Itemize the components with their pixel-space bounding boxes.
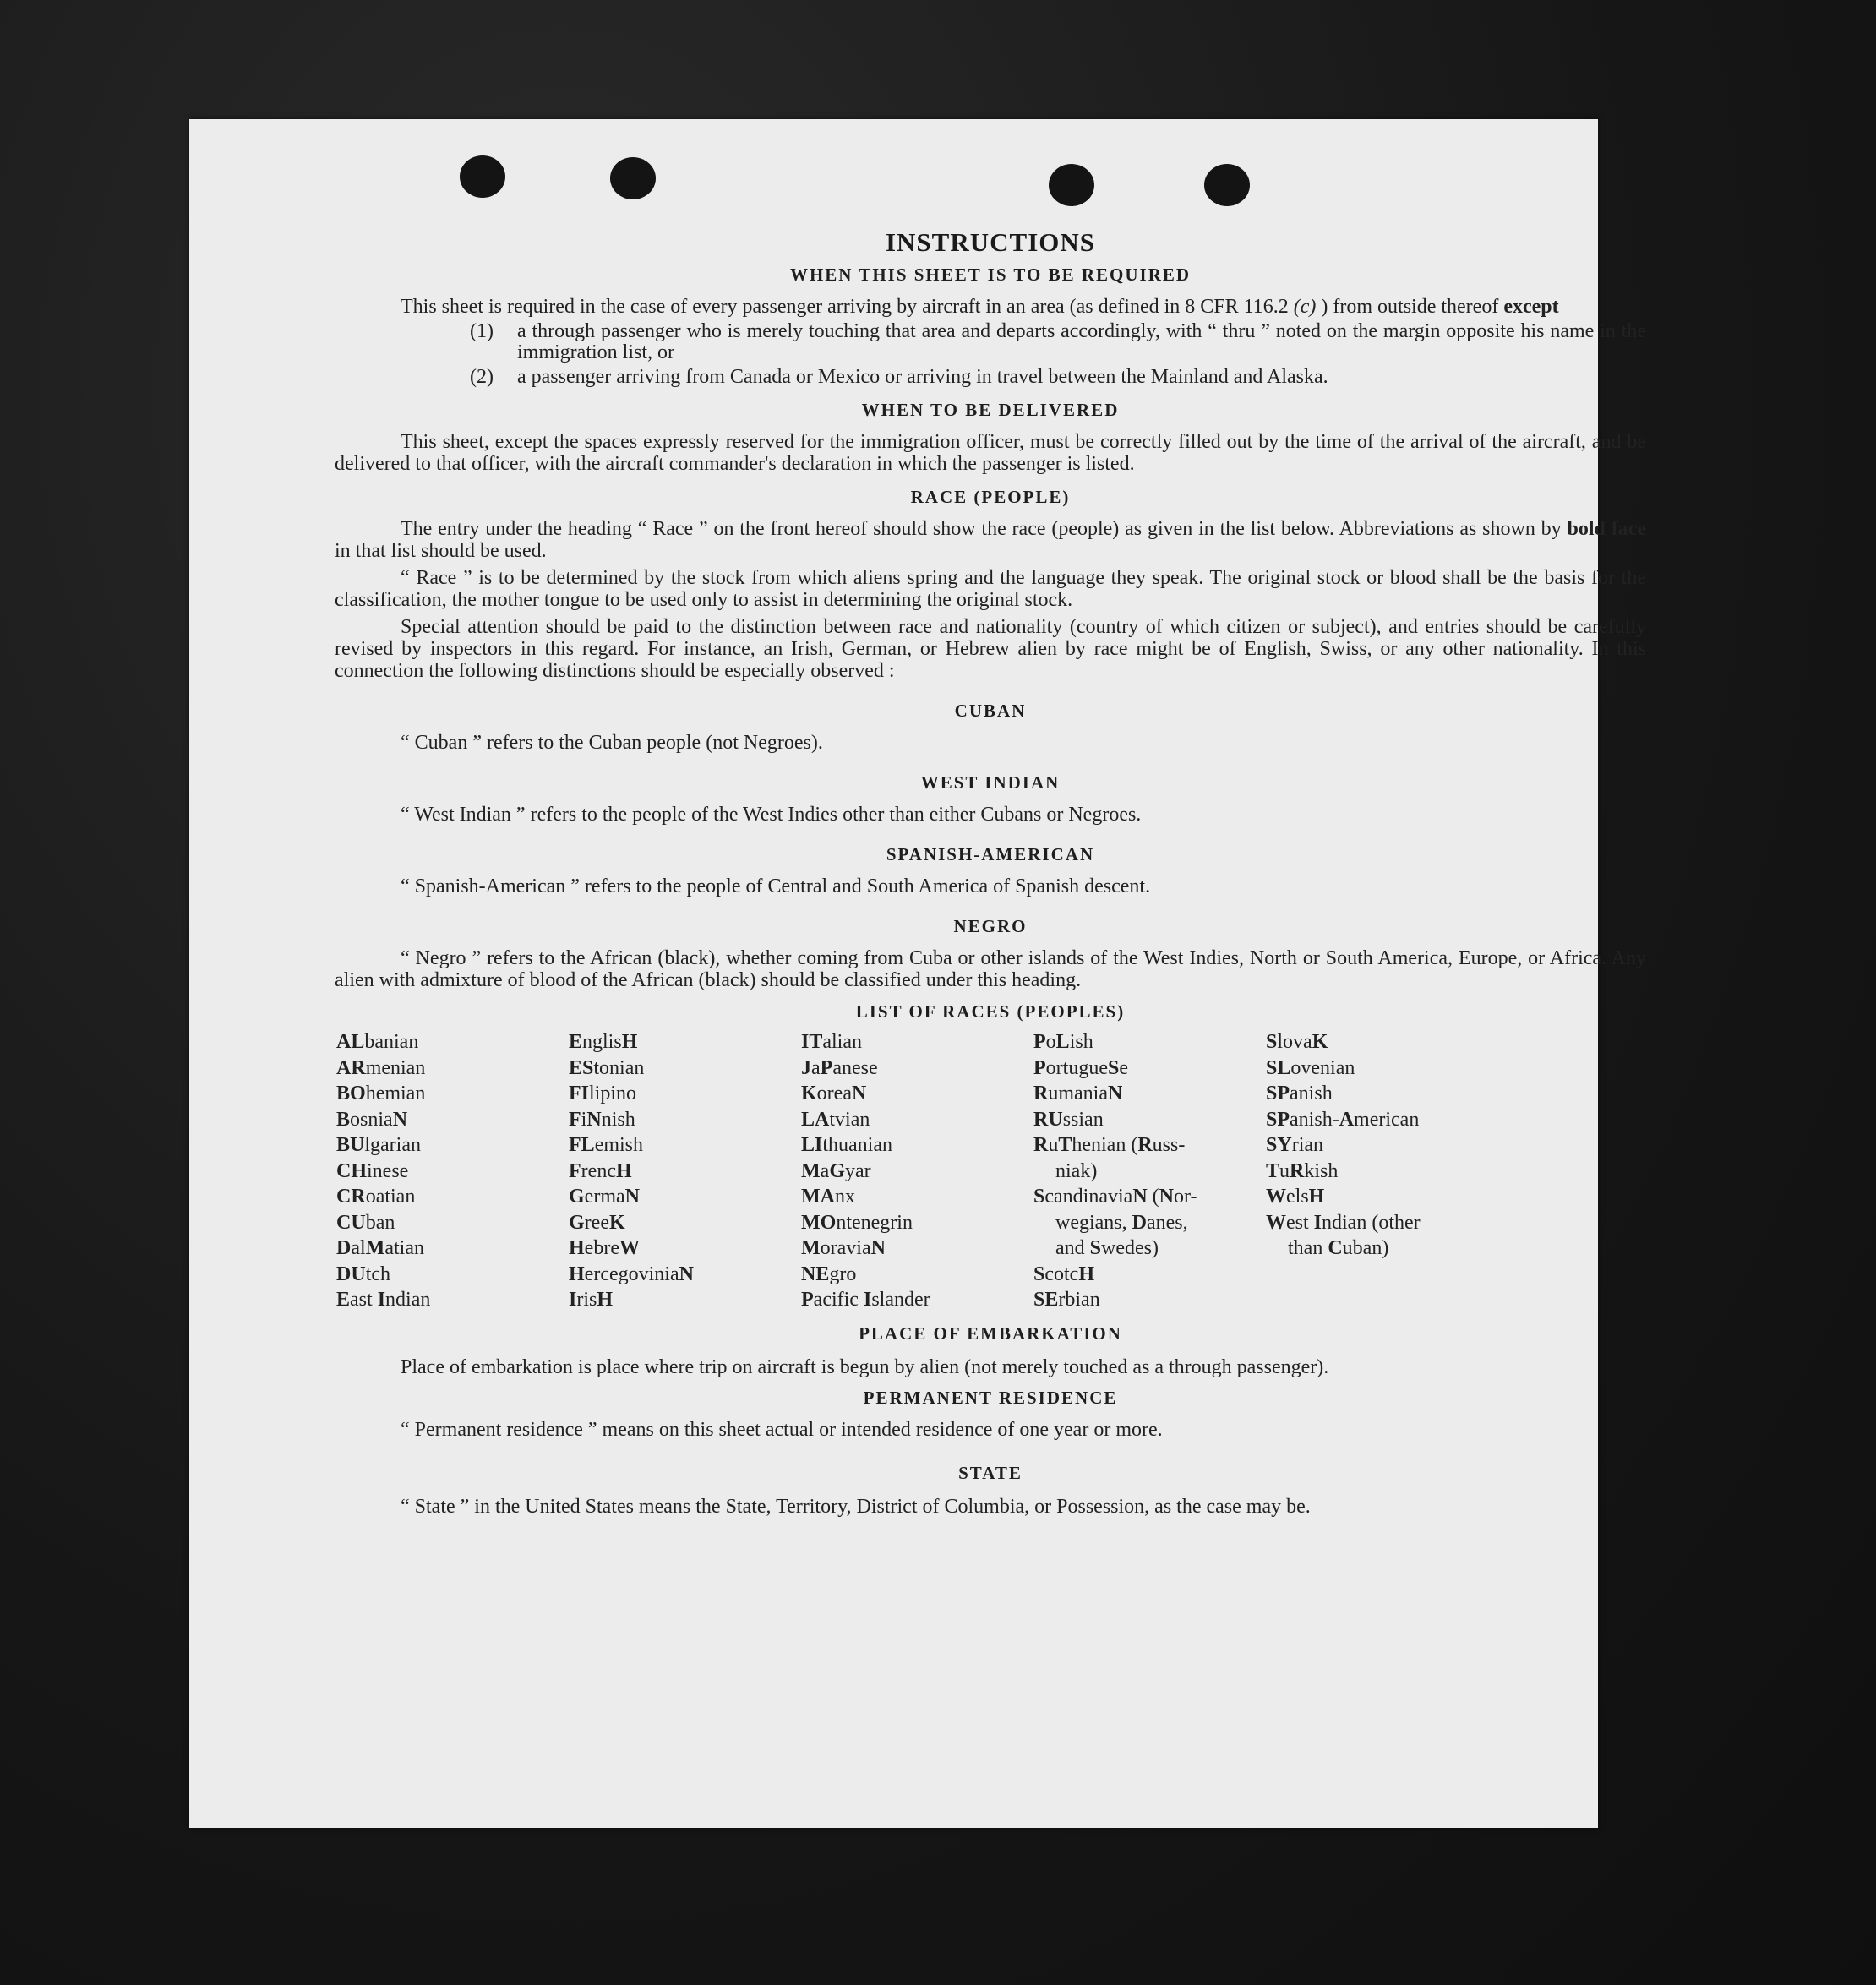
heading-state: STATE: [958, 1462, 1023, 1483]
races-column-5: [1266, 1029, 1477, 1313]
race-entry: NEgro: [801, 1262, 857, 1285]
race-entry: GreeK: [569, 1211, 625, 1234]
embarkation-text: Place of embarkation is place where trip on aircraft is begun by alien (not merely touched as a through passenger).: [401, 1355, 1329, 1378]
exception-item-1: (1) a through passenger who is merely touching that area and departs accordingly, with “ thru ” noted on the margin opposite his name in the immigration list, or: [470, 320, 1646, 363]
residence-text: “ Permanent residence ” means on this sheet actual or intended residence of one year or more.: [401, 1418, 1163, 1441]
heading-cuban: CUBAN: [954, 701, 1027, 721]
race-entry: EStonian: [569, 1056, 645, 1079]
race-entry: WelsH: [1266, 1186, 1325, 1208]
race-entry: CRoatian: [336, 1186, 416, 1208]
instructions-content: [335, 227, 1646, 1520]
race-entry: CUban: [336, 1211, 395, 1234]
spanish-american-text: “ Spanish-American ” refers to the people of Central and South America of Spanish descent.: [401, 875, 1151, 897]
race-entry: SLovenian: [1266, 1056, 1355, 1079]
exception-item-2: (2) a passenger arriving from Canada or Mexico or arriving in travel between the Mainland and Alaska.: [470, 366, 1328, 388]
heading-race: RACE (PEOPLE): [910, 487, 1071, 507]
race-entry: CHinese: [336, 1159, 409, 1182]
document-sheet: [189, 119, 1646, 1828]
race-entry: FrencH: [569, 1159, 632, 1182]
race-paragraph-2: “ Race ” is to be determined by the stock from which aliens spring and the language they speak. The original stock or blood shall be the basis for the classification, the mother tongue to be used only to assist in determining the original stock.: [335, 567, 1646, 611]
race-entry: ITalian: [801, 1031, 862, 1053]
race-entry: Pacific Islander: [801, 1289, 930, 1311]
race-entry: PortugueSe: [1033, 1056, 1128, 1079]
race-entry: IrisH: [569, 1289, 614, 1311]
page-title: INSTRUCTIONS: [885, 227, 1095, 257]
races-column-4: [1033, 1029, 1266, 1313]
cuban-text: “ Cuban ” refers to the Cuban people (not Negroes).: [401, 732, 823, 754]
heading-list-of-races: LIST OF RACES (PEOPLES): [855, 1001, 1126, 1022]
heading-spanish-american: SPANISH-AMERICAN: [886, 844, 1095, 864]
state-text: “ State ” in the United States means the State, Territory, District of Columbia, or Possession, as the case may be.: [401, 1495, 1311, 1518]
race-entry: RUssian: [1033, 1108, 1104, 1131]
race-entry: MaGyar: [801, 1159, 871, 1182]
race-entry: MAnx: [801, 1186, 855, 1208]
race-entry: PoLish: [1033, 1031, 1093, 1053]
race-entry: KoreaN: [801, 1082, 867, 1104]
race-entry: FIlipino: [569, 1082, 637, 1104]
race-entry: BosniaN: [336, 1108, 408, 1131]
race-entry: FLemish: [569, 1134, 644, 1156]
race-entry: and Swedes): [1055, 1237, 1159, 1259]
heading-required: WHEN THIS SHEET IS TO BE REQUIRED: [789, 264, 1192, 285]
race-entry: wegians, Danes,: [1055, 1211, 1188, 1234]
negro-text: “ Negro ” refers to the African (black), whether coming from Cuba or other islands of the West Indies, North or South America, Europe, or Africa. Any alien with admixture of blood of the African (black) should be classified under this heading.: [335, 947, 1646, 991]
race-entry: SPanish: [1266, 1082, 1333, 1104]
race-entry: EnglisH: [569, 1031, 638, 1053]
heading-residence: PERMANENT RESIDENCE: [863, 1387, 1118, 1408]
race-entry: niak): [1055, 1159, 1098, 1182]
race-entry: ARmenian: [336, 1056, 426, 1079]
race-entry: HercegoviniaN: [569, 1262, 694, 1285]
race-entry: LAtvian: [801, 1108, 870, 1131]
heading-negro: NEGRO: [953, 916, 1028, 936]
race-entry: East Indian: [336, 1289, 431, 1311]
races-column-1: [336, 1029, 569, 1313]
races-column-3: [801, 1029, 1033, 1313]
heading-delivered: WHEN TO BE DELIVERED: [861, 400, 1120, 420]
punch-hole: [460, 155, 505, 198]
race-entry: BUlgarian: [336, 1134, 421, 1156]
race-entry: GermaN: [569, 1186, 640, 1208]
race-entry: ScandinaviaN (Nor-: [1033, 1186, 1197, 1208]
race-entry: SYrian: [1266, 1134, 1324, 1156]
race-entry: West Indian (other: [1266, 1211, 1421, 1234]
race-entry: than Cuban): [1288, 1237, 1389, 1259]
race-entry: ScotcH: [1033, 1262, 1095, 1285]
heading-west-indian: WEST INDIAN: [920, 772, 1061, 793]
race-entry: RumaniaN: [1033, 1082, 1123, 1104]
race-entry: ALbanian: [336, 1031, 419, 1053]
race-entry: SlovaK: [1266, 1031, 1328, 1053]
race-entry: SPanish-American: [1266, 1108, 1420, 1131]
race-entry: SErbian: [1033, 1289, 1100, 1311]
required-intro: This sheet is required in the case of every passenger arriving by aircraft in an area (as defined in 8 CFR 116.2 (c) ) from outside thereof except: [401, 296, 1559, 318]
race-paragraph-1: The entry under the heading “ Race ” on the front hereof should show the race (people) as given in the list below. Abbreviations as shown by bold face in that list should be used.: [335, 518, 1646, 562]
delivered-text: This sheet, except the spaces expressly reserved for the immigration officer, must be correctly filled out by the time of the arrival of the aircraft, and be delivered to that officer, with the aircraft commander's declaration in which the passenger is listed.: [335, 431, 1646, 475]
race-entry: MOntenegrin: [801, 1211, 913, 1234]
race-entry: LIthuanian: [801, 1134, 892, 1156]
race-entry: DUtch: [336, 1262, 391, 1285]
west-indian-text: “ West Indian ” refers to the people of the West Indies other than either Cubans or Negroes.: [401, 804, 1142, 826]
punch-hole: [610, 157, 656, 199]
heading-embarkation: PLACE OF EMBARKATION: [859, 1322, 1122, 1344]
race-entry: MoraviaN: [801, 1237, 886, 1259]
races-column-2: [569, 1029, 801, 1313]
race-entry: RuThenian (Russ-: [1033, 1134, 1186, 1156]
punch-hole: [1204, 164, 1250, 206]
race-entry: BOhemian: [336, 1082, 426, 1104]
race-entry: DalMatian: [336, 1237, 424, 1259]
punch-hole: [1049, 164, 1094, 206]
race-entry: FiNnish: [569, 1108, 635, 1131]
races-list: [336, 1029, 1646, 1313]
race-paragraph-3: Special attention should be paid to the distinction between race and nationality (country of which citizen or subject), and entries should be carefully revised by inspectors in this regard. For instance, an Irish, German, or Hebrew alien by race might be of English, Swiss, or any other nationality. In this connection the following distinctions should be especially observed :: [335, 616, 1646, 682]
race-entry: TuRkish: [1266, 1159, 1339, 1182]
race-entry: HebreW: [569, 1237, 640, 1259]
race-entry: JaPanese: [801, 1056, 878, 1079]
